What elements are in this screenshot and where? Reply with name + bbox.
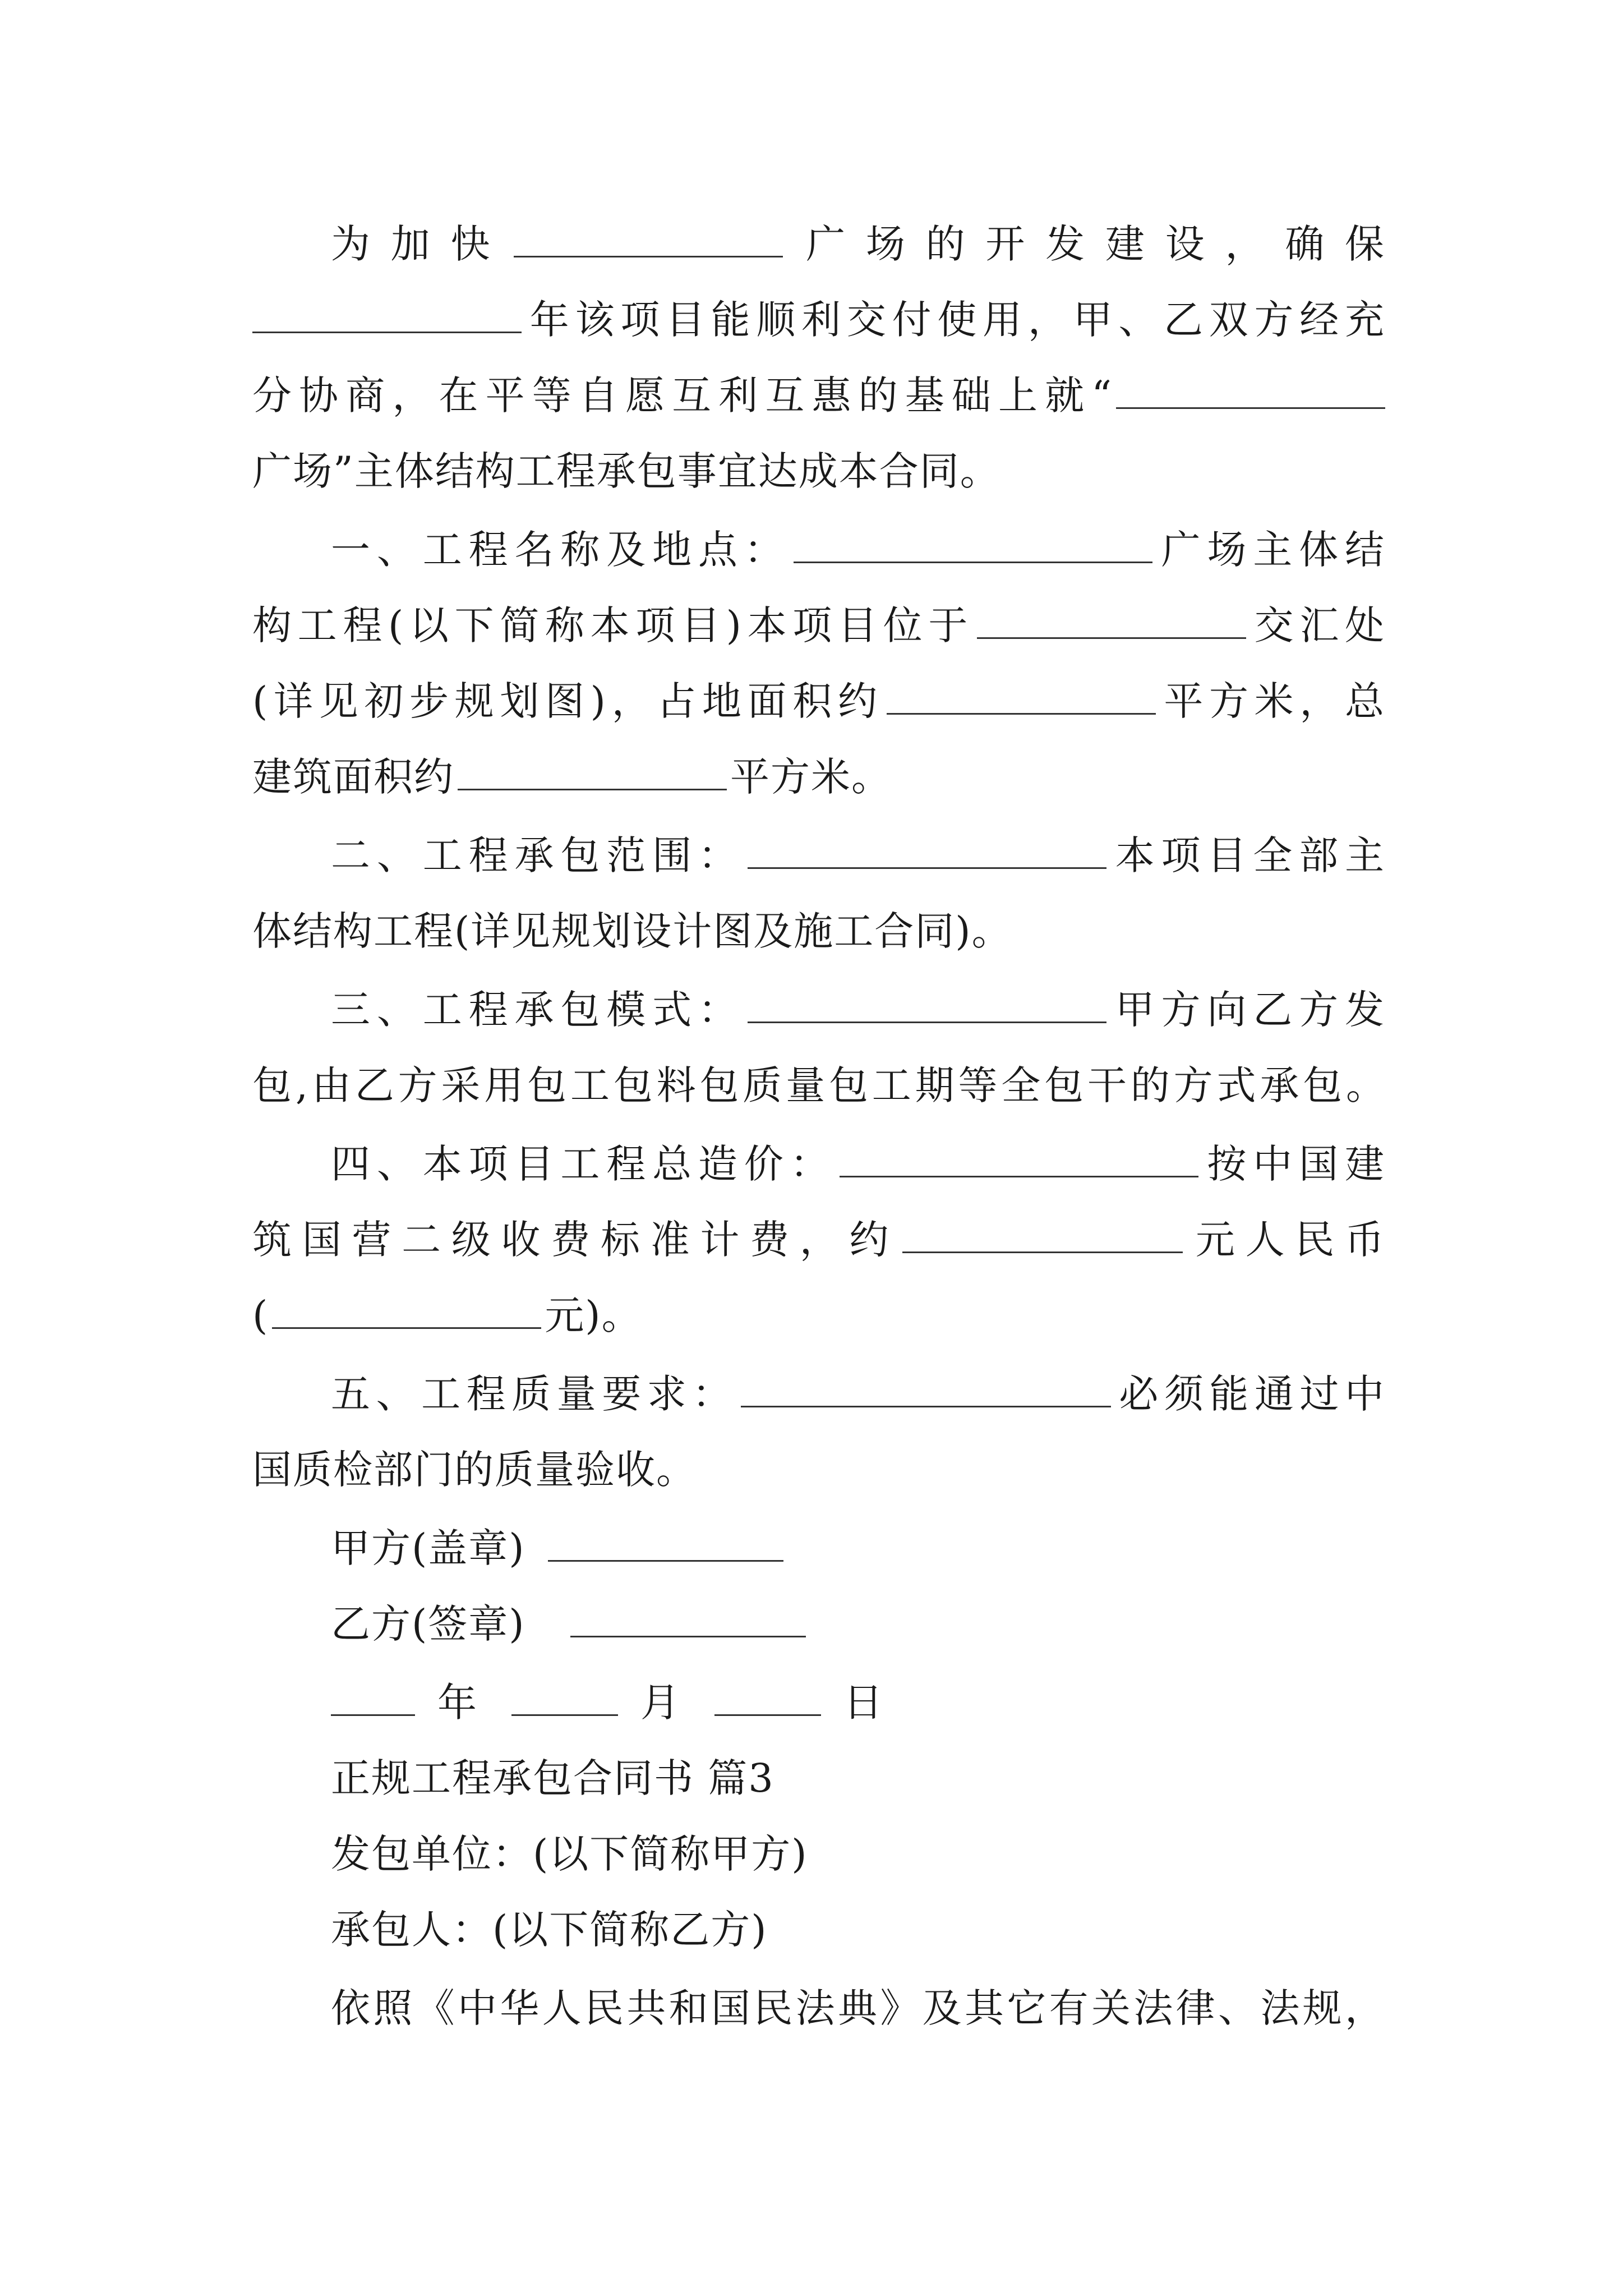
blank-field: [331, 1675, 415, 1716]
blank-field: [514, 217, 783, 257]
signature-party-a: [331, 1520, 1385, 1576]
blank-field: [714, 1675, 821, 1716]
text: 分协商，在平等自愿互利互惠的基础上就“: [252, 372, 1113, 418]
text: 五、工程质量要求：: [331, 1371, 737, 1417]
next-contract-basis: [331, 1980, 1385, 2036]
text: 体结构工程(详见规划设计图及施工合同)。: [252, 908, 1012, 954]
text: 广场的开发建设，确保: [786, 221, 1386, 267]
signature-date: [331, 1674, 1385, 1731]
text: 按中国建: [1201, 1141, 1386, 1187]
blank-field: [1116, 368, 1385, 409]
text: 包,由乙方采用包工包料包质量包工期等全包干的方式承包。: [252, 1062, 1385, 1108]
blank-field: [840, 1137, 1198, 1177]
next-contract-title: [331, 1750, 1385, 1806]
blank-field: [741, 1366, 1111, 1407]
text: 平方米。: [730, 754, 892, 800]
text: 承包人：(以下简称乙方): [331, 1907, 768, 1953]
text: 依照《中华人民共和国民法典》及其它有关法律、法规，: [331, 1985, 1385, 2031]
blank-field: [570, 1596, 806, 1637]
blank-field: [794, 522, 1152, 563]
text: 交汇处: [1249, 602, 1386, 648]
section-1-line-1: [331, 522, 1385, 578]
section-3-line-2: [252, 1057, 1385, 1114]
section-4-line-1: [331, 1136, 1385, 1192]
text: 二、工程承包范围：: [331, 832, 744, 878]
text: (详见初步规划图)，占地面积约: [252, 678, 883, 724]
signature-party-b: [331, 1596, 1385, 1652]
text: 四、本项目工程总造价：: [331, 1141, 836, 1187]
text: 为加快: [331, 221, 511, 267]
paragraph-intro-line-1: [331, 216, 1385, 272]
blank-field: [548, 1521, 783, 1562]
text: 甲方(盖章): [331, 1525, 525, 1571]
blank-field: [887, 674, 1156, 715]
section-1-line-2: [252, 597, 1385, 654]
text: 筑国营二级收费标准计费，约: [252, 1217, 900, 1263]
paragraph-intro-line-3: [252, 367, 1385, 424]
text: 日: [843, 1680, 884, 1726]
text: 本项目全部主: [1109, 832, 1386, 878]
section-4-line-3: [252, 1287, 1385, 1343]
text: 一、工程名称及地点：: [331, 527, 790, 573]
section-1-line-3: [252, 673, 1385, 729]
text: 建筑面积约: [252, 754, 454, 800]
blank-field: [748, 828, 1106, 869]
blank-field: [272, 1288, 541, 1329]
text: (: [252, 1292, 269, 1338]
text: 三、工程承包模式：: [331, 987, 744, 1033]
text: 元)。: [545, 1292, 642, 1338]
blank-field: [252, 292, 522, 333]
blank-field: [977, 598, 1246, 639]
text: 正规工程承包合同书 篇3: [331, 1755, 774, 1801]
paragraph-intro-line-2: [252, 292, 1385, 348]
section-5-line-2: [252, 1442, 1385, 1498]
section-5-line-1: [331, 1366, 1385, 1422]
text: 年: [437, 1680, 478, 1726]
section-3-line-1: [331, 982, 1385, 1038]
text: 平方米，总: [1159, 678, 1385, 724]
text: 年该项目能顺利交付使用，甲、乙双方经充: [525, 297, 1385, 343]
text: 发包单位：(以下简称甲方): [331, 1831, 808, 1877]
text: 甲方向乙方发: [1109, 987, 1386, 1033]
text: 广场”主体结构工程承包事宜达成本合同。: [252, 448, 1000, 494]
blank-field: [511, 1675, 618, 1716]
text: 乙方(签章): [331, 1601, 525, 1647]
paragraph-intro-line-4: [252, 443, 1385, 499]
text: 元人民币: [1186, 1217, 1386, 1263]
text: 月: [640, 1680, 681, 1726]
next-contract-contractor: [331, 1902, 1385, 1958]
text: 构工程(以下简称本项目)本项目位于: [252, 602, 974, 648]
section-4-line-2: [252, 1212, 1385, 1268]
text: 必须能通过中: [1114, 1371, 1386, 1417]
text: 广场主体结: [1155, 527, 1386, 573]
blank-field: [748, 982, 1106, 1023]
next-contract-employer: [331, 1826, 1385, 1882]
blank-field: [458, 749, 727, 790]
blank-field: [902, 1212, 1183, 1253]
text: 国质检部门的质量验收。: [252, 1447, 697, 1493]
section-2-line-1: [331, 827, 1385, 884]
section-1-line-4: [252, 749, 1385, 805]
section-2-line-2: [252, 903, 1385, 959]
